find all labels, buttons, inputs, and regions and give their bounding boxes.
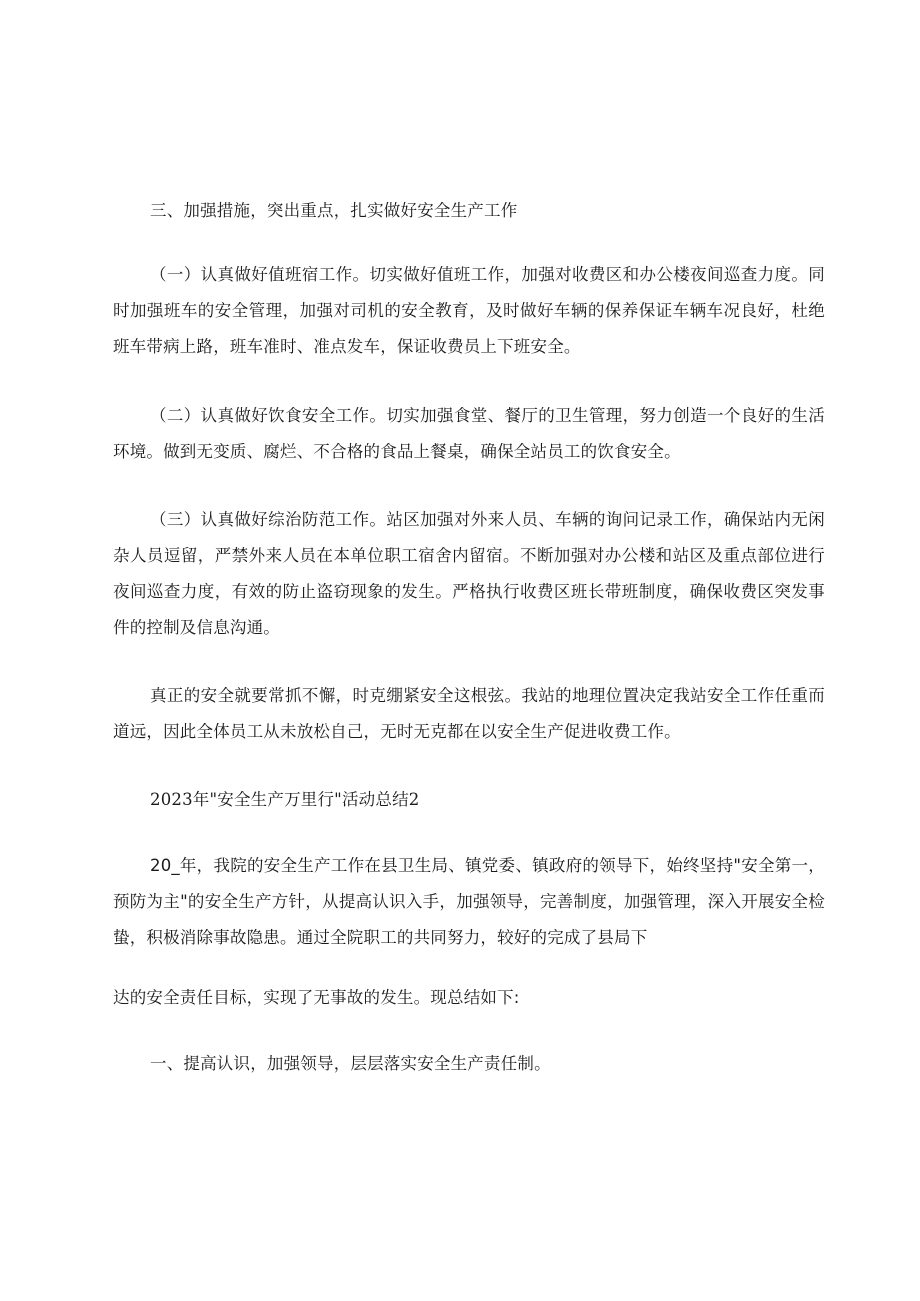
paragraph-food-safety: （二）认真做好饮食安全工作。切实加强食堂、餐厅的卫生管理，努力创造一个良好的生活环境。做到无变质、腐烂、不合格的食品上餐桌，确保全站员工的饮食安全。 — [113, 406, 825, 461]
paragraph-hospital-safety: 20_年，我院的安全生产工作在县卫生局、镇党委、镇政府的领导下，始终坚持"安全第一，预防为主"的安全生产方针，从提高认识入手，加强领导，完善制度，加强管理，深入开展安全检蛰，积极消除事故隐患。通过全院职工的共同努力，较好的完成了县局下 — [113, 856, 825, 947]
summary-title-2: 2023年"安全生产万里行"活动总结2 — [150, 790, 420, 809]
paragraph-safety-conclusion: 真正的安全就要常抓不懈，时克绷紧安全这根弦。我站的地理位置决定我站安全工作任重而道远，因此全体员工从未放松自己，无时无克都在以安全生产促进收费工作。 — [113, 686, 825, 741]
paragraph-duty-work: （一）认真做好值班宿工作。切实做好值班工作，加强对收费区和办公楼夜间巡查力度。同时加强班车的安全管理，加强对司机的安全教育，及时做好车辆的保养保证车辆车况良好，杜绝班车带病上路，班车准时、准点发车，保证收费员上下班安全。 — [113, 265, 825, 356]
section-one-heading: 一、提高认识，加强领导，层层落实安全生产责任制。 — [150, 1054, 551, 1073]
section-three-heading: 三、加强措施，突出重点，扎实做好安全生产工作 — [150, 201, 518, 220]
paragraph-security-work: （三）认真做好综治防范工作。站区加强对外来人员、车辆的询问记录工作，确保站内无闲杂人员逗留，严禁外来人员在本单位职工宿舍内留宿。不断加强对办公楼和站区及重点部位进行夜间巡查力度，有效的防止盗窃现象的发生。严格执行收费区班长带班制度，确保收费区突发事件的控制及信息沟通。 — [113, 510, 825, 637]
paragraph-continuation: 达的安全责任目标，实现了无事故的发生。现总结如下: — [113, 988, 520, 1007]
